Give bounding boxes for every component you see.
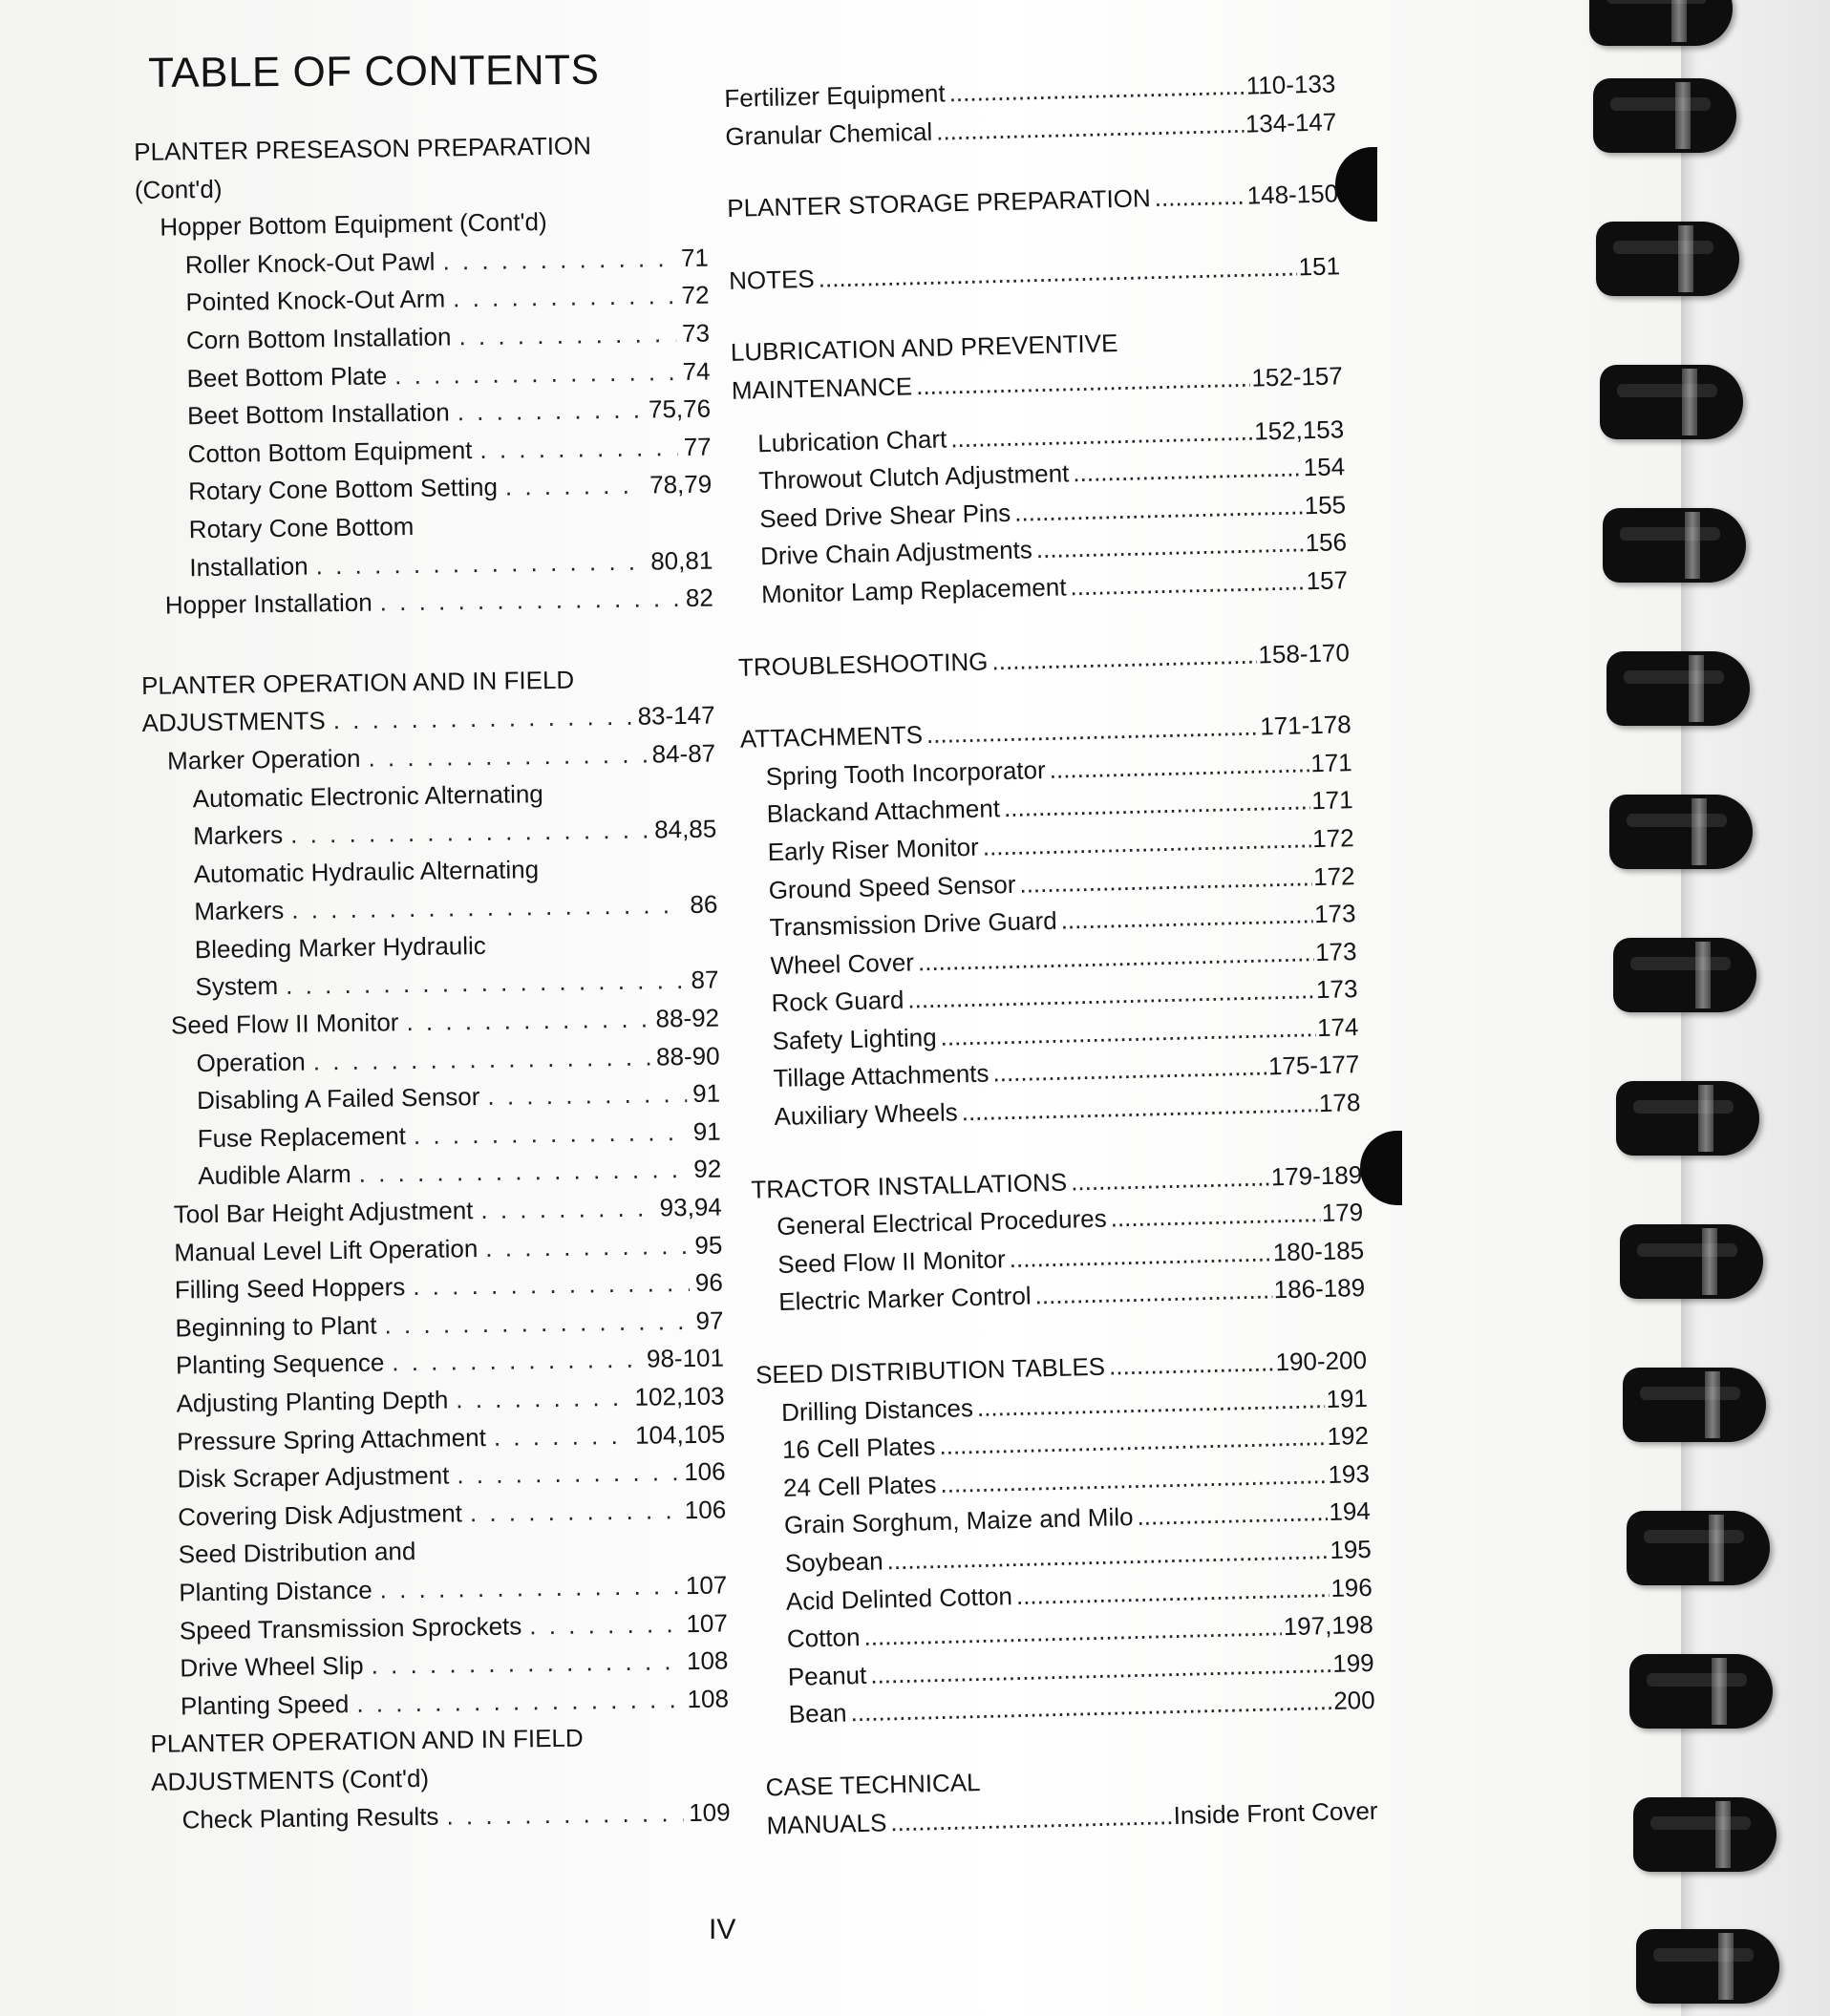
toc-page: 84,85 [653, 814, 717, 844]
leader-dots [529, 1605, 681, 1645]
leader-dots [1060, 896, 1312, 940]
page-number: IV [709, 1914, 736, 1945]
toc-label: Adjusting Planting Depth [176, 1385, 449, 1418]
toc-label: Early Riser Monitor [767, 832, 980, 867]
toc-page: 179-189 [1270, 1159, 1363, 1191]
toc-label: Pointed Knock-Out Arm [185, 284, 446, 317]
toc-page: 106 [684, 1495, 727, 1524]
section-heading: PLANTER PRESEASON PREPARATION [134, 131, 592, 166]
toc-page: 109 [688, 1796, 731, 1827]
leader-dots [413, 1264, 690, 1306]
toc-label: Seed Drive Shear Pins [758, 498, 1011, 533]
toc-label: Fertilizer Equipment [724, 78, 946, 113]
leader-dots [394, 353, 677, 395]
leader-dots [406, 1001, 650, 1042]
toc-page: 172 [1311, 823, 1354, 854]
toc-entry [157, 1793, 730, 1839]
binding-ring [1636, 1929, 1779, 2004]
leader-dots [290, 812, 649, 855]
toc-page: 194 [1329, 1496, 1372, 1527]
section-heading: PLANTER OPERATION AND IN FIELD [150, 1723, 584, 1759]
section-heading: LUBRICATION AND PREVENTIVE [730, 329, 1118, 368]
toc-page: 104,105 [634, 1419, 726, 1450]
toc-entry [144, 886, 717, 932]
toc-label: Disk Scraper Adjustment [177, 1460, 450, 1494]
leader-dots [1009, 1234, 1271, 1278]
toc-page: 196 [1330, 1572, 1373, 1602]
toc-page: 156 [1305, 527, 1348, 558]
leader-dots [315, 542, 645, 584]
toc-page: 93,94 [659, 1192, 722, 1222]
toc-label: Audible Alarm [198, 1159, 351, 1191]
toc-label: Auxiliary Wheels [774, 1097, 959, 1132]
leader-dots [446, 1794, 683, 1836]
toc-page: 152-157 [1250, 361, 1344, 393]
toc-entry-line1: Automatic Hydraulic Alternating [193, 854, 540, 888]
toc-label: Operation [196, 1047, 306, 1077]
toc-page: 72 [681, 280, 710, 310]
toc-right-column [724, 65, 1378, 1844]
toc-label: TRACTOR INSTALLATIONS [751, 1167, 1068, 1204]
toc-label: Blackand Attachment [766, 794, 1001, 829]
binding-ring [1600, 365, 1743, 439]
toc-page: 88-90 [655, 1041, 720, 1072]
toc-label: Spring Tooth Incorporator [765, 754, 1047, 791]
toc-page: 75,76 [648, 393, 712, 424]
toc-label: Rock Guard [771, 985, 904, 1018]
toc-entry [142, 734, 715, 780]
leader-dots [384, 1303, 691, 1345]
toc-page: 84-87 [651, 738, 716, 769]
binding-ring [1616, 1081, 1759, 1156]
leader-dots [457, 1454, 678, 1495]
toc-label: Drive Chain Adjustments [759, 535, 1033, 571]
toc-label: Soybean [784, 1546, 883, 1578]
toc-page: 108 [686, 1645, 729, 1676]
toc-label: Beet Bottom Installation [186, 397, 450, 431]
toc-label: ATTACHMENTS [739, 720, 924, 753]
toc-label: Ground Speed Sensor [768, 869, 1016, 904]
toc-label: Peanut [787, 1660, 867, 1691]
toc-label: ADJUSTMENTS [141, 706, 326, 738]
toc-label: Pressure Spring Attachment [176, 1422, 487, 1456]
binding-ring [1629, 1654, 1773, 1729]
binding-hole-top [1335, 147, 1377, 222]
toc-page: 87 [691, 966, 719, 995]
toc-page: 171 [1309, 747, 1353, 777]
toc-label: Rotary Cone Bottom Setting [188, 473, 499, 506]
toc-page: 106 [684, 1456, 726, 1487]
toc-page: 77 [683, 432, 712, 461]
toc-page: 80,81 [650, 545, 713, 576]
toc-label: Tillage Attachments [773, 1059, 989, 1093]
leader-dots [442, 240, 675, 281]
toc-label: TROUBLESHOOTING [737, 646, 989, 682]
leader-dots [371, 1643, 681, 1685]
leader-dots [1109, 1344, 1274, 1386]
toc-entry-line1: Rotary Cone Bottom [188, 511, 415, 544]
binding-ring [1627, 1511, 1770, 1585]
leader-dots [992, 1049, 1267, 1093]
leader-dots [457, 392, 643, 432]
toc-label: Markers [193, 819, 284, 851]
toc-page: 195 [1330, 1534, 1372, 1564]
binding-ring [1593, 78, 1736, 153]
binding-ring [1620, 1224, 1763, 1299]
leader-dots [1071, 1158, 1270, 1201]
toc-page: 107 [686, 1608, 729, 1638]
toc-page: 172 [1312, 860, 1355, 891]
section-heading-cont: ADJUSTMENTS (Cont'd) [150, 1763, 430, 1796]
toc-page: 86 [690, 889, 718, 920]
toc-page: 173 [1313, 899, 1356, 929]
toc-label: Fuse Replacement [197, 1120, 407, 1154]
leader-dots [1137, 1494, 1328, 1536]
section-heading-cont: (Cont'd) [134, 174, 223, 204]
toc-label: System [195, 971, 279, 1002]
leader-dots [1049, 745, 1309, 789]
toc-page: 178 [1318, 1088, 1361, 1118]
leader-dots [356, 1681, 682, 1723]
binding-ring [1607, 651, 1750, 726]
toc-page: 108 [687, 1684, 730, 1713]
toc-label: Planting Sequence [175, 1348, 385, 1380]
toc-label: General Electrical Procedures [776, 1203, 1107, 1241]
binding-ring [1613, 938, 1756, 1012]
toc-page: 173 [1314, 936, 1357, 966]
toc-label: Markers [194, 896, 285, 926]
toc-label: Marker Operation [166, 743, 361, 775]
leader-dots [379, 580, 680, 622]
toc-label: Acid Delinted Cotton [785, 1581, 1013, 1616]
toc-page: 200 [1332, 1686, 1376, 1716]
toc-page: 171 [1310, 785, 1353, 816]
toc-label: Cotton Bottom Equipment [187, 435, 473, 468]
toc-label: Granular Chemical [725, 117, 933, 151]
toc-label: SEED DISTRIBUTION TABLES [755, 1351, 1106, 1390]
toc-page: 91 [692, 1116, 721, 1146]
toc-label: Filling Seed Hoppers [174, 1272, 406, 1305]
toc-entry-line1: Seed Distribution and [178, 1537, 416, 1569]
toc-label: Check Planting Results [181, 1801, 439, 1834]
leader-dots [1073, 450, 1302, 493]
toc-left-column [134, 126, 731, 1839]
toc-page: 157 [1306, 565, 1349, 596]
toc-entry-line1: Bleeding Marker Hydraulic [194, 930, 487, 965]
toc-page: 193 [1328, 1458, 1371, 1489]
toc-label: Throwout Clutch Adjustment [757, 458, 1070, 496]
toc-page: 192 [1327, 1421, 1370, 1452]
toc-page: 175-177 [1267, 1050, 1360, 1081]
toc-page: 102,103 [634, 1381, 725, 1411]
toc-label: PLANTER STORAGE PREPARATION [726, 183, 1152, 223]
toc-label: 16 Cell Plates [781, 1432, 936, 1465]
toc-page: 152,153 [1253, 414, 1345, 446]
toc-label: Wheel Cover [770, 947, 915, 980]
binding-ring [1589, 0, 1733, 46]
toc-entry [140, 580, 713, 626]
toc-page: 98-101 [646, 1343, 725, 1374]
toc-page: 82 [685, 583, 714, 613]
toc-page: Inside Front Cover [1173, 1795, 1378, 1830]
toc-label: Installation [189, 551, 309, 582]
binding-ring [1609, 795, 1753, 869]
toc-page: 197,198 [1283, 1610, 1374, 1642]
toc-page: 158-170 [1258, 637, 1351, 669]
toc-label: Covering Disk Adjustment [178, 1498, 463, 1532]
leader-dots [312, 1038, 650, 1081]
leader-dots [890, 1797, 1172, 1842]
toc-page: 186-189 [1273, 1273, 1366, 1305]
toc-page: 148-150 [1246, 179, 1339, 210]
toc-label: Transmission Drive Guard [769, 905, 1057, 943]
toc-entry [138, 466, 712, 512]
leader-dots [392, 1341, 641, 1382]
leader-dots [505, 467, 645, 507]
leader-dots [494, 1416, 630, 1456]
toc-label: Tool Bar Height Adjustment [173, 1196, 474, 1229]
leader-dots [414, 1114, 688, 1156]
toc-label: Seed Flow II Monitor [777, 1244, 1007, 1279]
leader-dots [332, 698, 631, 740]
toc-page: 73 [681, 318, 711, 348]
toc-label: Cotton [786, 1623, 861, 1654]
toc-page: 88-92 [655, 1003, 720, 1033]
toc-entry-line1: Automatic Electronic Alternating [192, 778, 543, 813]
toc-label: MAINTENANCE [731, 371, 913, 405]
toc-page: 78,79 [649, 469, 713, 499]
leader-dots [1154, 178, 1245, 218]
toc-label: Beginning to Plant [175, 1310, 377, 1343]
leader-dots [1110, 1195, 1320, 1238]
toc-page: 174 [1316, 1011, 1359, 1042]
toc-label: NOTES [728, 264, 816, 295]
toc-entry [153, 1491, 726, 1537]
toc-page: 155 [1304, 489, 1347, 520]
toc-label: Seed Flow II Monitor [170, 1008, 399, 1040]
leader-dots [286, 962, 686, 1005]
toc-page: 97 [695, 1305, 724, 1335]
toc-label: Beet Bottom Plate [186, 360, 388, 393]
toc-page: 199 [1331, 1647, 1375, 1678]
toc-label: Manual Level Lift Operation [174, 1233, 479, 1267]
toc-label: Roller Knock-Out Pawl [184, 246, 436, 280]
toc-label: Planting Speed [180, 1688, 350, 1721]
leader-dots [456, 1379, 629, 1419]
toc-page: 92 [693, 1154, 722, 1184]
leader-dots [1035, 525, 1304, 569]
toc-page: 96 [694, 1267, 724, 1298]
leader-dots [291, 886, 685, 929]
toc-page: 190-200 [1275, 1345, 1368, 1377]
section-heading: CASE TECHNICAL [765, 1767, 981, 1802]
toc-label: Bean [788, 1698, 847, 1730]
toc-page: 71 [680, 243, 710, 272]
toc-page: 154 [1303, 452, 1346, 482]
leader-dots [485, 1227, 690, 1268]
toc-label: Drilling Distances [780, 1392, 974, 1427]
toc-page: 151 [1298, 251, 1341, 282]
binding-ring [1596, 222, 1739, 296]
binding-hole-bottom [1360, 1131, 1402, 1205]
toc-page: 91 [692, 1078, 721, 1109]
toc-label: Safety Lighting [772, 1022, 937, 1055]
leader-dots [470, 1492, 679, 1533]
leader-dots [991, 636, 1257, 680]
leader-dots [453, 277, 676, 318]
toc-entry [156, 1680, 729, 1726]
toc-label: 24 Cell Plates [782, 1469, 937, 1502]
toc-label: Speed Transmission Sprockets [179, 1611, 522, 1645]
page-title: TABLE OF CONTENTS [148, 46, 600, 96]
toc-label: Lubrication Chart [756, 423, 947, 457]
leader-dots [487, 1075, 687, 1116]
toc-label: Drive Wheel Slip [180, 1650, 364, 1683]
toc-label: Corn Bottom Installation [185, 322, 452, 355]
toc-page: 83-147 [637, 700, 715, 732]
toc-label: Disabling A Failed Sensor [196, 1082, 480, 1115]
toc-label: Electric Marker Control [777, 1281, 1032, 1317]
binding-ring [1603, 508, 1746, 583]
toc-page: 171-178 [1259, 710, 1352, 741]
leader-dots [480, 1190, 654, 1230]
toc-page: 95 [694, 1230, 723, 1260]
toc-label: Hopper Installation [164, 587, 372, 620]
leader-dots [458, 315, 676, 356]
leader-dots [936, 105, 1245, 150]
toc-label: Monitor Lamp Replacement [760, 572, 1067, 609]
toc-label: MANUALS [766, 1807, 887, 1840]
toc-label: Planting Distance [179, 1575, 372, 1607]
toc-page: 74 [682, 356, 711, 386]
toc-page: 173 [1315, 974, 1358, 1005]
subsection-heading: Hopper Bottom Equipment (Cont'd) [160, 207, 547, 242]
leader-dots [358, 1151, 688, 1193]
binding-ring [1633, 1797, 1777, 1872]
binding-ring [1623, 1368, 1766, 1442]
toc-entry [143, 811, 716, 857]
leader-dots [379, 1567, 680, 1609]
section-heading: PLANTER OPERATION AND IN FIELD [140, 665, 575, 700]
toc-page: 134-147 [1245, 106, 1337, 138]
toc-label: Grain Sorghum, Maize and Milo [783, 1502, 1134, 1540]
leader-dots [368, 735, 647, 777]
toc-page: 180-185 [1272, 1235, 1365, 1267]
toc-page: 110-133 [1245, 69, 1336, 100]
toc-page: 179 [1321, 1198, 1364, 1228]
leader-dots [1034, 1272, 1272, 1316]
leader-dots [1070, 562, 1305, 606]
leader-dots [479, 429, 678, 469]
toc-page: 107 [685, 1570, 728, 1601]
toc-page: 191 [1326, 1383, 1369, 1413]
